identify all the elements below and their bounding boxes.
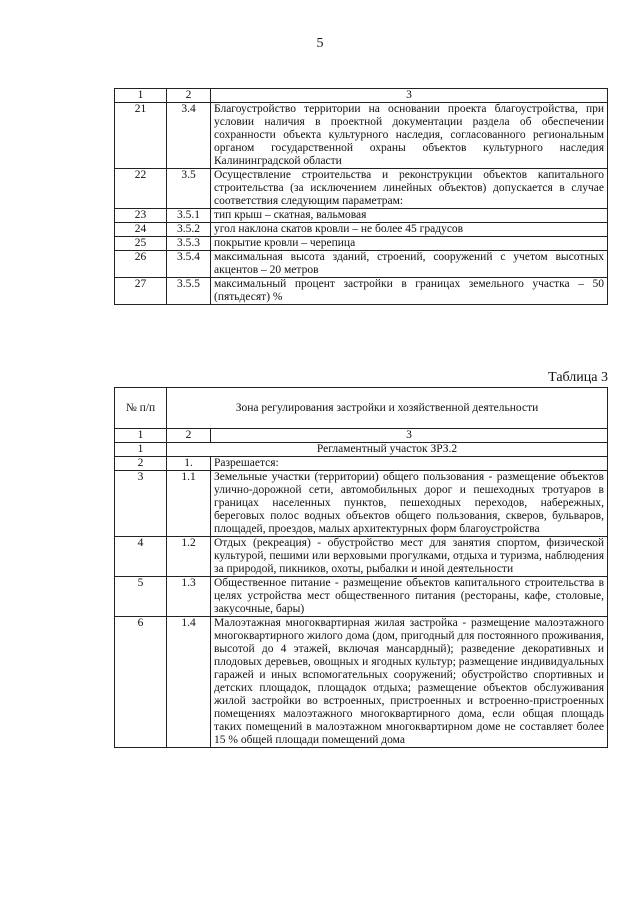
row-number: 23 [115, 209, 167, 223]
row-text: Благоустройство территории на основании проекта благоустройства, при условии наличия в проектной документации раздела об обеспечении сохранности объекта культурного наследия, согласованного региональным органом государственной охраны объектов культурного наследия Калининградской области [211, 103, 608, 169]
table-row [115, 617, 608, 748]
row-code: 3.5.1 [167, 209, 211, 223]
row-text: Общественное питание - размещение объектов капитального строительства в целях устройства мест общественного питания (рестораны, кафе, столовые, закусочные, бары) [211, 577, 608, 617]
header-zone: Зона регулирования застройки и хозяйственной деятельности [167, 388, 608, 429]
table-row [115, 169, 608, 209]
row-number: 1 [115, 443, 167, 457]
regulations-table-continued [114, 88, 608, 305]
table-row [115, 237, 608, 251]
table-row [115, 278, 608, 305]
table-row [115, 537, 608, 577]
page-number: 5 [316, 36, 324, 51]
row-text: угол наклона скатов кровли – не более 45 градусов [211, 223, 608, 237]
row-number: 6 [115, 617, 167, 748]
table-row [115, 223, 608, 237]
column-number: 1 [115, 89, 167, 103]
table-row [115, 103, 608, 169]
row-text: Разрешается: [211, 457, 608, 471]
table-row [115, 471, 608, 537]
table-row [115, 251, 608, 278]
row-number: 27 [115, 278, 167, 305]
table-row [115, 209, 608, 223]
row-text: Малоэтажная многоквартирная жилая застройка - размещение малоэтажного многоквартирного жилого дома (дом, пригодный для постоянного проживания, высотой до 4 этажей, включая мансардный); разведение декоративных и плодовых деревьев, овощных и ягодных культур; размещение индивидуальных гаражей и иных вспомогательных сооружений; обустройство спортивных и детских площадок, площадок отдыха; размещение объектов обслуживания жилой застройки во встроенных, пристроенных и встроенно-пристроенных помещениях малоэтажного многоквартирного дома, если общая площадь таких помещений в малоэтажном многоквартирном доме не составляет более 15 % общей площади помещений дома [211, 617, 608, 748]
row-code: 3.5.5 [167, 278, 211, 305]
row-code: 1.2 [167, 537, 211, 577]
column-numbers-row [115, 89, 608, 103]
row-text: максимальный процент застройки в границах земельного участка – 50 (пятьдесят) % [211, 278, 608, 305]
column-numbers-row [115, 429, 608, 443]
row-code: 1.3 [167, 577, 211, 617]
column-number: 3 [211, 429, 608, 443]
row-text: Отдых (рекреация) - обустройство мест для занятия спортом, физической культурой, пешими или верховыми прогулками, отдыха и туризма, наблюдения за природой, пикников, охоты, рыбалки и иной деятельности [211, 537, 608, 577]
row-number: 25 [115, 237, 167, 251]
header-number: № п/п [115, 388, 167, 429]
row-number: 22 [115, 169, 167, 209]
row-text: тип крыш – скатная, вальмовая [211, 209, 608, 223]
row-text: Осуществление строительства и реконструкции объектов капитального строительства (за исключением линейных объектов) допускается в случае соответствия следующим параметрам: [211, 169, 608, 209]
column-number: 3 [211, 89, 608, 103]
row-text: покрытие кровли – черепица [211, 237, 608, 251]
table-caption: Таблица 3 [548, 370, 608, 385]
row-text: Земельные участки (территории) общего пользования - размещение объектов улично-дорожной сети, автомобильных дорог и пешеходных тротуаров в границах населенных пунктов, пешеходных переходов, набережных, береговых полос водных объектов общего пользования, скверов, бульваров, площадей, проездов, малых архитектурных форм благоустройства [211, 471, 608, 537]
section-row [115, 443, 608, 457]
row-text: максимальная высота зданий, строений, сооружений с учетом высотных акцентов – 20 метров [211, 251, 608, 278]
zone-regulation-table [114, 387, 608, 748]
row-number: 2 [115, 457, 167, 471]
row-number: 21 [115, 103, 167, 169]
column-number: 2 [167, 89, 211, 103]
row-number: 4 [115, 537, 167, 577]
row-number: 5 [115, 577, 167, 617]
row-number: 3 [115, 471, 167, 537]
column-number: 1 [115, 429, 167, 443]
table-header-row [115, 388, 608, 429]
column-number: 2 [167, 429, 211, 443]
table-row [115, 577, 608, 617]
row-code: 3.5.4 [167, 251, 211, 278]
row-code: 3.5.2 [167, 223, 211, 237]
row-code: 3.5 [167, 169, 211, 209]
row-number: 26 [115, 251, 167, 278]
row-code: 1.4 [167, 617, 211, 748]
row-code: 1. [167, 457, 211, 471]
row-code: 3.4 [167, 103, 211, 169]
row-code: 1.1 [167, 471, 211, 537]
row-number: 24 [115, 223, 167, 237]
row-code: 3.5.3 [167, 237, 211, 251]
section-title: Регламентный участок ЗРЗ.2 [167, 443, 608, 457]
table-row [115, 457, 608, 471]
